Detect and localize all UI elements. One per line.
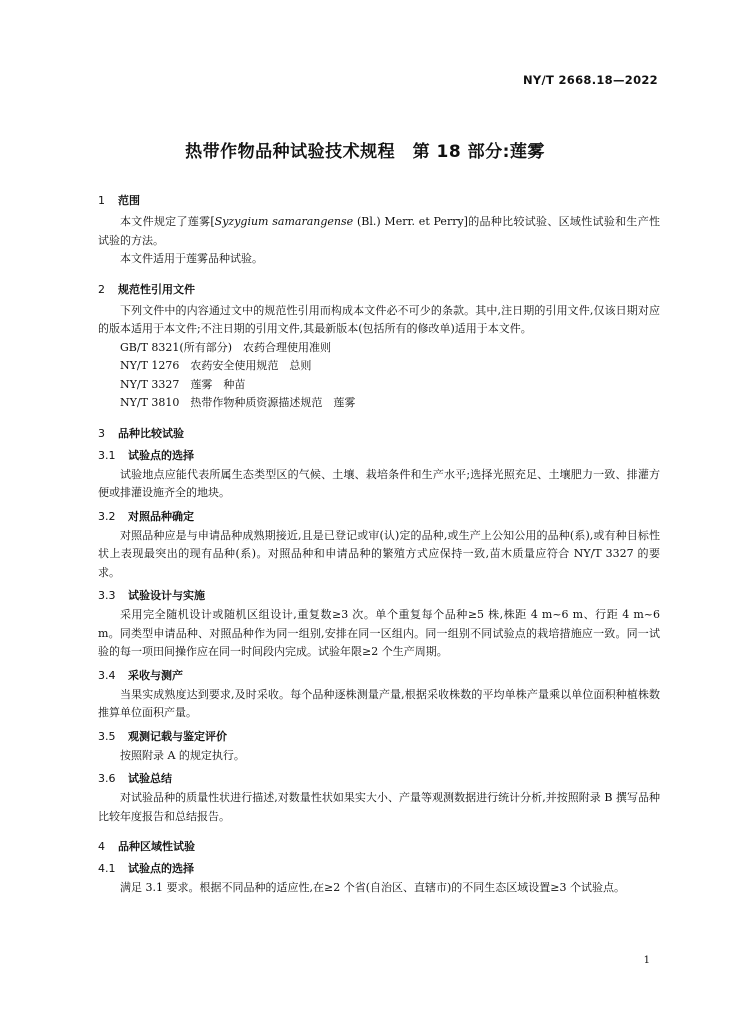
subsection-title: 观测记载与鉴定评价 [128, 729, 227, 743]
subsection-paragraph: 试验地点应能代表所属生态类型区的气候、土壤、栽培条件和生产水平;选择光照充足、土壤肥力一致、排灌方便或排灌设施齐全的地块。 [98, 467, 660, 499]
section-heading-regional-trial [98, 838, 660, 855]
section-title: 品种比较试验 [118, 426, 184, 440]
latin-name: Syzygium samarangense [214, 215, 354, 228]
section-number: 2 [98, 282, 105, 296]
reference-item: NY/T 3810 热带作物种质资源描述规范 莲雾 [120, 396, 356, 409]
subsection-heading [98, 508, 660, 525]
subsection-heading [98, 587, 660, 604]
section-title: 范围 [118, 194, 140, 207]
section-heading-variety-comparison [98, 425, 660, 442]
subsection-number: 3.2 [98, 509, 116, 523]
section-title: 品种区域性试验 [118, 840, 195, 853]
subsection-paragraph: 当果实成熟度达到要求,及时采收。每个品种逐株测量产量,根据采收株数的平均单株产量乘以单位面积种植株数推算单位面积产量。 [98, 687, 660, 719]
scope-paragraph-2: 本文件适用于莲雾品种试验。 [120, 252, 263, 265]
page-number: 1 [643, 955, 650, 966]
subsection-paragraph: 按照附录 A 的规定执行。 [120, 748, 245, 762]
subsection-heading [98, 770, 660, 787]
subsection-number: 3.1 [98, 448, 116, 462]
subsection-number: 3.6 [98, 772, 116, 785]
subsection-paragraph: 采用完全随机设计或随机区组设计,重复数≥3 次。单个重复每个品种≥5 株,株距 4 m~6 m、行距 4 m~6 m。同类型申请品种、对照品种作为同一组别,安排在同一区组内。同一组别不同试验点的栽培措施应一致。同一试验的每一项田间操作应在同一时间段内完成。试验年限≥2 个生产周期。 [98, 608, 660, 658]
document-title: 热带作物品种试验技术规程 第 18 部分:莲雾 [185, 142, 545, 162]
subsection-paragraph: 对照品种应是与申请品种成熟期接近,且是已登记或审(认)定的品种,或生产上公知公用的品种(系),或有种目标性状上表现最突出的现有品种(系)。对照品种和申请品种的繁殖方式应保持一致,苗木质量应符合 NY/T 3327 的要求。 [98, 528, 660, 579]
subsection-number: 3.5 [98, 729, 116, 743]
section-heading-scope [98, 192, 660, 209]
section-title: 规范性引用文件 [118, 282, 195, 296]
reference-item: GB/T 8321(所有部分) 农药合理使用准则 [120, 340, 331, 354]
subsection-heading [98, 728, 660, 745]
scope-text-pre: 本文件规定了莲雾[ [120, 215, 215, 228]
subsection-heading [98, 860, 660, 877]
section-number: 1 [98, 194, 105, 207]
document-body [98, 192, 660, 898]
subsection-title: 试验点的选择 [128, 448, 194, 462]
subsection-title: 试验点的选择 [128, 862, 194, 875]
subsection-number: 3.3 [98, 589, 116, 602]
subsection-heading [98, 667, 660, 684]
scope-paragraph-1 [98, 213, 660, 250]
subsection-paragraph: 对试验品种的质量性状进行描述,对数量性状如果实大小、产量等观测数据进行统计分析,并按照附录 B 撰写品种比较年度报告和总结报告。 [98, 791, 660, 823]
section-number: 3 [98, 426, 105, 440]
scope-text-post: (Bl.) Merr. et Perry]的品种比较试验、区域性试验和生产性试验的方法。 [98, 215, 660, 247]
reference-item: NY/T 1276 农药安全使用规范 总则 [120, 359, 312, 372]
subsection-heading [98, 447, 660, 464]
subsection-number: 4.1 [98, 862, 116, 875]
subsection-title: 试验设计与实施 [128, 589, 205, 602]
subsection-title: 对照品种确定 [128, 509, 194, 523]
references-intro: 下列文件中的内容通过文中的规范性引用而构成本文件必不可少的条款。其中,注日期的引用文件,仅该日期对应的版本适用于本文件;不注日期的引用文件,其最新版本(包括所有的修改单)适用于本文件。 [98, 303, 660, 335]
subsection-title: 试验总结 [128, 772, 172, 785]
standard-code: NY/T 2668.18—2022 [523, 73, 658, 87]
subsection-number: 3.4 [98, 668, 116, 682]
reference-item: NY/T 3327 莲雾 种苗 [120, 377, 246, 391]
subsection-paragraph: 满足 3.1 要求。根据不同品种的适应性,在≥2 个省(自治区、直辖市)的不同生态区域设置≥3 个试验点。 [120, 881, 625, 894]
section-number: 4 [98, 840, 105, 853]
subsection-title: 采收与测产 [128, 668, 183, 682]
section-heading-normative-references [98, 281, 660, 298]
